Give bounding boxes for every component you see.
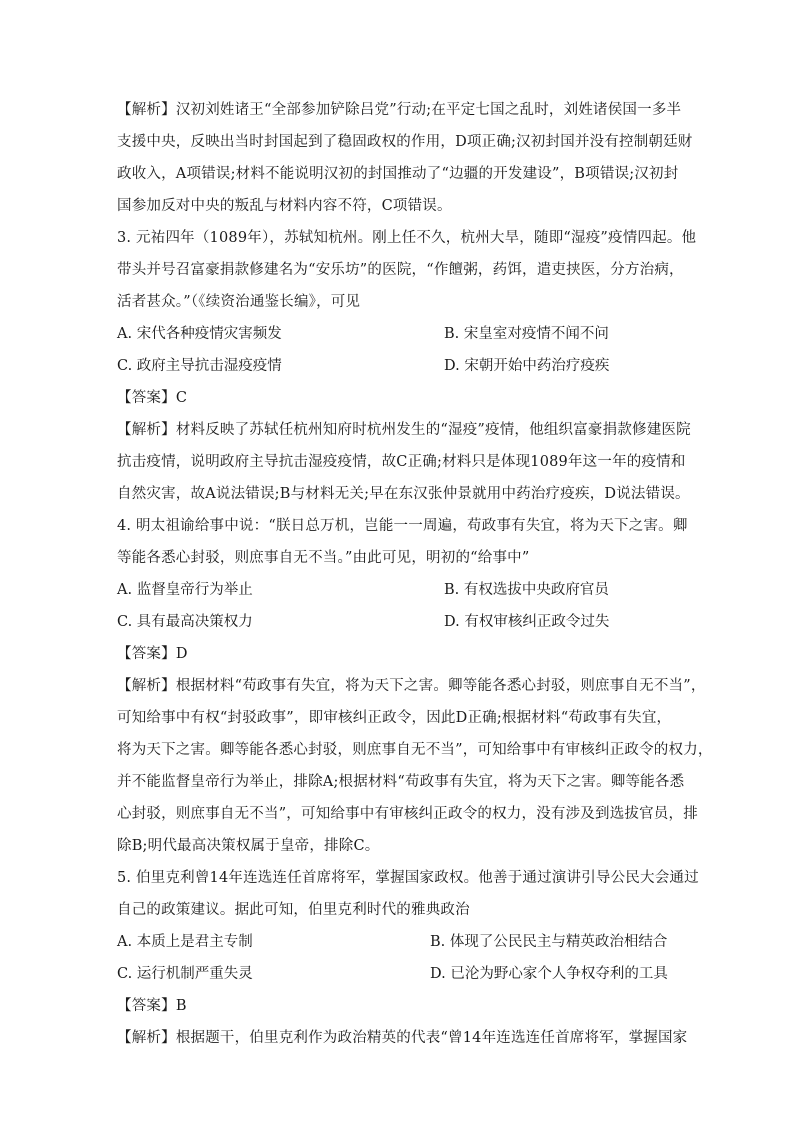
question-4-analysis: 并不能监督皇帝行为举止，排除A;根据材料“苟政事有失宜，将为天下之害。卿等能各悉: [117, 774, 685, 790]
question-4-option-b: B. 有权选拔中央政府官员: [444, 582, 609, 598]
analysis-line: 支援中央，反映出当时封国起到了稳固政权的作用，D项正确;汉初封国并没有控制朝廷财: [117, 134, 693, 150]
question-5-answer: 【答案】B: [117, 998, 187, 1014]
question-3-analysis: 【解析】材料反映了苏轼任杭州知府时杭州发生的“湿疫”疫情，他组织富豪捐款修建医院: [117, 422, 691, 438]
question-3-answer: 【答案】C: [117, 390, 188, 406]
question-4-analysis: 心封驳，则庶事自无不当”，可知给事中有审核纠正政令的权力，没有涉及到选拔官员，排: [117, 806, 698, 822]
question-4-option-d: D. 有权审核纠正政令过失: [444, 614, 610, 630]
question-3-stem: 3. 元祐四年（1089年），苏轼知杭州。刚上任不久，杭州大旱，随即“湿疫”疫情四起。他: [117, 230, 697, 246]
question-4-analysis: 除B;明代最高决策权属于皇帝，排除C。: [117, 838, 380, 854]
question-4-stem: 等能各悉心封驳，则庶事自无不当。”由此可见，明初的“给事中”: [117, 550, 530, 566]
question-5-stem: 自己的政策建议。据此可知，伯里克利时代的雅典政治: [117, 902, 470, 918]
question-3-analysis: 自然灾害，故A说法错误;B与材料无关;早在东汉张仲景就用中药治疗疫疾，D说法错误。: [117, 486, 690, 502]
analysis-line: 政收入，A项错误;材料不能说明汉初的封国推动了“边疆的开发建设”，B项错误;汉初封: [117, 166, 679, 182]
question-5-stem: 5. 伯里克利曾14年连选连任首席将军，掌握国家政权。他善于通过演讲引导公民大会通过: [117, 870, 699, 886]
question-3-analysis: 抗击疫情，说明政府主导抗击湿疫疫情，故C正确;材料只是体现1089年这一年的疫情和: [117, 454, 686, 470]
question-3-option-c: C. 政府主导抗击湿疫疫情: [117, 358, 282, 374]
analysis-line: 国参加反对中央的叛乱与材料内容不符，C项错误。: [117, 198, 452, 214]
question-3-option-a: A. 宋代各种疫情灾害频发: [117, 326, 282, 342]
question-5-option-a: A. 本质上是君主专制: [117, 934, 253, 950]
question-4-option-a: A. 监督皇帝行为举止: [117, 582, 253, 598]
analysis-line: 【解析】汉初刘姓诸王“全部参加铲除吕党”行动;在平定七国之乱时，刘姓诸侯国一多半: [117, 102, 682, 118]
question-5-analysis: 【解析】根据题干，伯里克利作为政治精英的代表“曾14年连选连任首席将军，掌握国家: [117, 1030, 688, 1046]
question-3-stem: 活者甚众。”（《续资治通鉴长编》，可见: [117, 294, 361, 310]
question-4-analysis: 可知给事中有权“封驳政事”，即审核纠正政令，因此D正确;根据材料“苟政事有失宜，: [117, 710, 672, 726]
question-3-stem: 带头并号召富豪捐款修建名为“安乐坊”的医院，“作饘粥，药饵，遣吏挟医，分方治病，: [117, 262, 684, 278]
analysis-label: 【解析】: [117, 102, 176, 118]
question-3-option-b: B. 宋皇室对疫情不闻不问: [444, 326, 609, 342]
question-5-option-d: D. 已沦为野心家个人争权夺利的工具: [430, 966, 668, 982]
question-4-analysis: 将为天下之害。卿等能各悉心封驳，则庶事自无不当”，可知给事中有审核纠正政令的权力，: [117, 742, 713, 758]
question-5-option-b: B. 体现了公民民主与精英政治相结合: [430, 934, 668, 950]
question-4-analysis: 【解析】根据材料“苟政事有失宜，将为天下之害。卿等能各悉心封驳，则庶事自无不当”，: [117, 678, 706, 694]
question-4-option-c: C. 具有最高决策权力: [117, 614, 253, 630]
question-4-stem: 4. 明太祖谕给事中说：“朕日总万机，岂能一一周遍，苟政事有失宜，将为天下之害。卿: [117, 518, 688, 534]
question-4-answer: 【答案】D: [117, 646, 188, 662]
question-5-option-c: C. 运行机制严重失灵: [117, 966, 253, 982]
question-3-option-d: D. 宋朝开始中药治疗疫疾: [444, 358, 610, 374]
